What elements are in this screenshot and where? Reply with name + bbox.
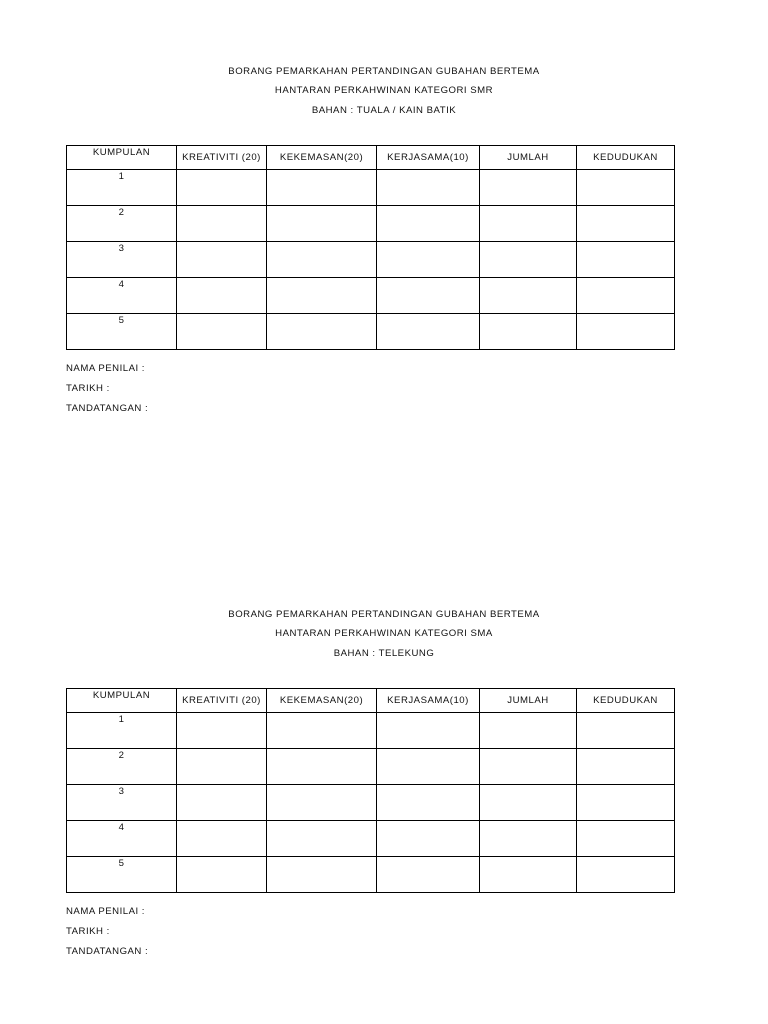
- score-cell[interactable]: [267, 749, 377, 785]
- score-cell[interactable]: [577, 821, 675, 857]
- header-jumlah: JUMLAH: [480, 689, 577, 713]
- score-cell[interactable]: [577, 713, 675, 749]
- score-cell[interactable]: [177, 314, 267, 350]
- score-cell[interactable]: [377, 857, 480, 893]
- table-header-row: [67, 146, 675, 170]
- table-row: [67, 785, 675, 821]
- score-cell[interactable]: [177, 278, 267, 314]
- score-cell[interactable]: [577, 857, 675, 893]
- table-row: [67, 713, 675, 749]
- form-title: BORANG PEMARKAHAN PERTANDINGAN GUBAHAN BERTEMA: [228, 66, 540, 77]
- score-cell[interactable]: [480, 242, 577, 278]
- score-cell[interactable]: [267, 206, 377, 242]
- form-title: BORANG PEMARKAHAN PERTANDINGAN GUBAHAN BERTEMA: [228, 609, 540, 620]
- assessor-name-field: NAMA PENILAI :: [66, 363, 145, 374]
- header-kerjasama: KERJASAMA(10): [377, 689, 480, 713]
- date-field: TARIKH :: [66, 926, 110, 937]
- score-cell[interactable]: [480, 785, 577, 821]
- score-cell[interactable]: [377, 785, 480, 821]
- score-cell[interactable]: [577, 278, 675, 314]
- header-kumpulan: KUMPULAN: [67, 689, 177, 713]
- group-number: 1: [67, 170, 177, 206]
- group-number: 2: [67, 749, 177, 785]
- signature-field: TANDATANGAN :: [66, 946, 149, 957]
- date-field: TARIKH :: [66, 383, 110, 394]
- score-cell[interactable]: [177, 749, 267, 785]
- group-number: 2: [67, 206, 177, 242]
- group-number: 4: [67, 278, 177, 314]
- score-cell[interactable]: [377, 242, 480, 278]
- score-cell[interactable]: [577, 314, 675, 350]
- score-cell[interactable]: [577, 749, 675, 785]
- group-number: 4: [67, 821, 177, 857]
- score-cell[interactable]: [177, 713, 267, 749]
- score-cell[interactable]: [177, 170, 267, 206]
- form-material: BAHAN : TELEKUNG: [333, 648, 435, 659]
- score-cell[interactable]: [267, 785, 377, 821]
- group-number: 3: [67, 785, 177, 821]
- table-row: [67, 206, 675, 242]
- score-cell[interactable]: [480, 821, 577, 857]
- table-header-row: [67, 689, 675, 713]
- table-row: [67, 821, 675, 857]
- score-cell[interactable]: [377, 278, 480, 314]
- score-cell[interactable]: [177, 857, 267, 893]
- score-cell[interactable]: [177, 206, 267, 242]
- score-cell[interactable]: [480, 749, 577, 785]
- score-cell[interactable]: [377, 749, 480, 785]
- score-cell[interactable]: [267, 278, 377, 314]
- header-kedudukan: KEDUDUKAN: [577, 689, 675, 713]
- header-kekemasan: KEKEMASAN(20): [267, 146, 377, 170]
- score-cell[interactable]: [480, 314, 577, 350]
- score-cell[interactable]: [480, 170, 577, 206]
- signature-field: TANDATANGAN :: [66, 403, 149, 414]
- score-cell[interactable]: [267, 314, 377, 350]
- score-cell[interactable]: [267, 242, 377, 278]
- score-cell[interactable]: [577, 170, 675, 206]
- group-number: 3: [67, 242, 177, 278]
- score-cell[interactable]: [577, 242, 675, 278]
- score-cell[interactable]: [480, 206, 577, 242]
- score-cell[interactable]: [577, 206, 675, 242]
- assessor-name-field: NAMA PENILAI :: [66, 906, 145, 917]
- table-row: [67, 278, 675, 314]
- group-number: 5: [67, 857, 177, 893]
- form-material: BAHAN : TUALA / KAIN BATIK: [311, 105, 457, 116]
- score-cell[interactable]: [480, 857, 577, 893]
- group-number: 5: [67, 314, 177, 350]
- table-row: [67, 314, 675, 350]
- score-cell[interactable]: [177, 242, 267, 278]
- form-subtitle: HANTARAN PERKAHWINAN KATEGORI SMA: [275, 628, 493, 639]
- score-cell[interactable]: [577, 785, 675, 821]
- score-cell[interactable]: [377, 170, 480, 206]
- header-kreativiti: KREATIVITI (20): [177, 689, 267, 713]
- form-subtitle: HANTARAN PERKAHWINAN KATEGORI SMR: [274, 85, 494, 96]
- table-row: [67, 170, 675, 206]
- score-cell[interactable]: [177, 821, 267, 857]
- score-cell[interactable]: [267, 713, 377, 749]
- header-kedudukan: KEDUDUKAN: [577, 146, 675, 170]
- score-cell[interactable]: [480, 278, 577, 314]
- score-cell[interactable]: [267, 821, 377, 857]
- header-kerjasama: KERJASAMA(10): [377, 146, 480, 170]
- score-cell[interactable]: [377, 713, 480, 749]
- header-jumlah: JUMLAH: [480, 146, 577, 170]
- score-cell[interactable]: [267, 170, 377, 206]
- table-row: [67, 242, 675, 278]
- header-kreativiti: KREATIVITI (20): [177, 146, 267, 170]
- score-cell[interactable]: [377, 821, 480, 857]
- group-number: 1: [67, 713, 177, 749]
- score-cell[interactable]: [377, 314, 480, 350]
- scoring-table: [66, 688, 675, 893]
- score-cell[interactable]: [267, 857, 377, 893]
- table-row: [67, 749, 675, 785]
- score-cell[interactable]: [377, 206, 480, 242]
- score-cell[interactable]: [480, 713, 577, 749]
- score-cell[interactable]: [177, 785, 267, 821]
- table-row: [67, 857, 675, 893]
- header-kumpulan: KUMPULAN: [67, 146, 177, 170]
- header-kekemasan: KEKEMASAN(20): [267, 689, 377, 713]
- scoring-table: [66, 145, 675, 350]
